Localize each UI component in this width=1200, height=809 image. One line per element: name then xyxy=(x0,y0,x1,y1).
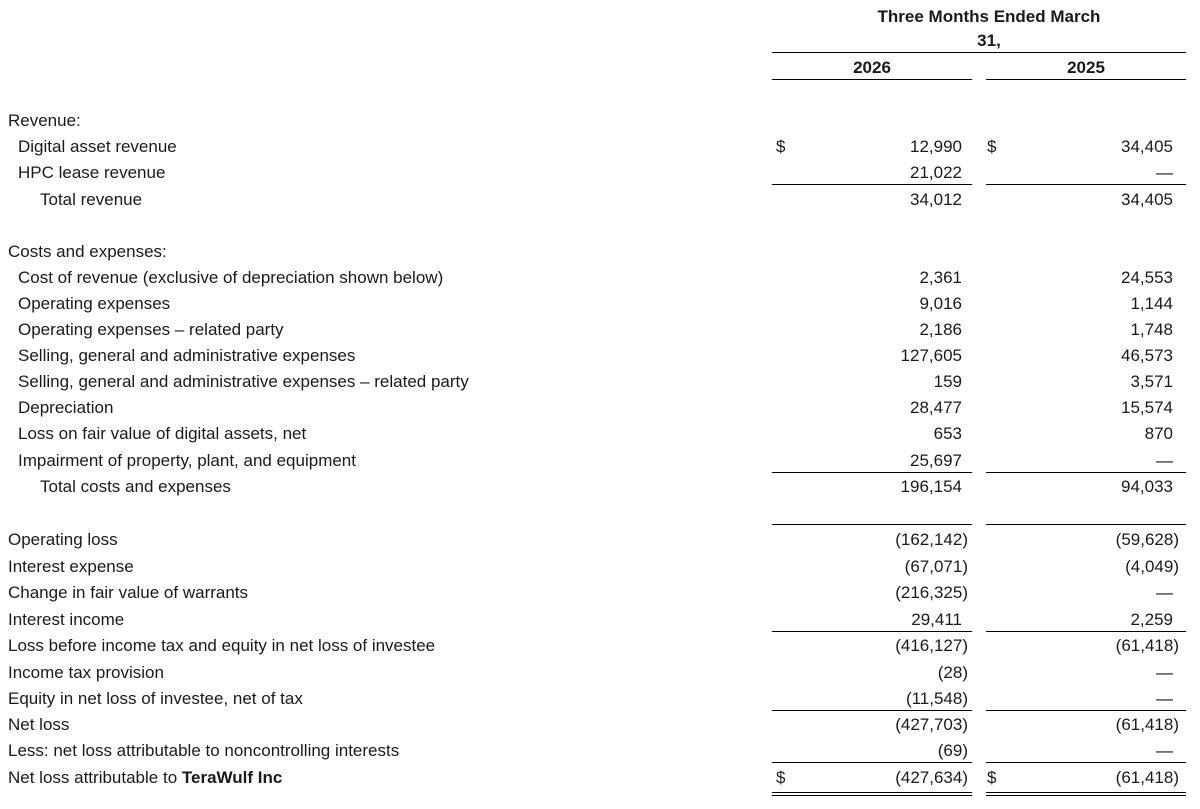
value-prior: 2,259 xyxy=(1130,610,1173,629)
value-current: (28) xyxy=(937,663,968,682)
total-double-rule-current xyxy=(772,792,972,796)
value-prior: — xyxy=(1156,451,1173,470)
row-label: Equity in net loss of investee, net of tax xyxy=(8,689,303,708)
value-current: (416,127) xyxy=(895,636,968,655)
value-current: 21,022 xyxy=(910,163,962,182)
value-prior: 3,571 xyxy=(1130,372,1173,391)
net-loss-attributable-current: (427,634) xyxy=(895,768,968,787)
value-prior: 46,573 xyxy=(1121,346,1173,365)
total-costs-prior: 94,033 xyxy=(1121,477,1173,496)
value-current: (427,703) xyxy=(895,715,968,734)
year-prior-rule xyxy=(986,79,1186,80)
subtotal-rule-current xyxy=(772,762,972,763)
value-current: 12,990 xyxy=(910,137,962,156)
row-label: Impairment of property, plant, and equipment xyxy=(18,451,356,470)
value-prior: — xyxy=(1156,163,1173,182)
row-label: Cost of revenue (exclusive of depreciation shown below) xyxy=(18,268,444,287)
row-label: Interest income xyxy=(8,610,125,629)
header-rule xyxy=(772,52,1186,53)
value-prior: (4,049) xyxy=(1125,557,1179,576)
row-label: Selling, general and administrative expenses xyxy=(18,346,356,365)
value-prior: — xyxy=(1156,741,1173,760)
value-prior: 34,405 xyxy=(1121,137,1173,156)
value-prior: (59,628) xyxy=(1115,530,1179,549)
net-loss-attributable-prefix: Net loss attributable to xyxy=(8,768,182,787)
row-label: Loss before income tax and equity in net loss of investee xyxy=(8,636,436,655)
subtotal-rule-prior xyxy=(986,710,1186,711)
value-prior: 15,574 xyxy=(1121,398,1173,417)
currency-symbol-prior: $ xyxy=(987,137,997,156)
subtotal-rule-prior xyxy=(986,631,1186,632)
row-label: Digital asset revenue xyxy=(18,137,177,156)
row-label: Less: net loss attributable to noncontrolling interests xyxy=(8,741,400,760)
year-prior-header: 2025 xyxy=(1067,58,1105,77)
value-current: 159 xyxy=(933,372,962,391)
currency-symbol-prior: $ xyxy=(987,768,997,787)
subtotal-rule-prior xyxy=(986,472,1186,473)
value-current: (67,071) xyxy=(904,557,968,576)
total-revenue-current: 34,012 xyxy=(910,190,962,209)
value-current: 653 xyxy=(933,424,962,443)
value-prior: 1,748 xyxy=(1130,320,1173,339)
subtotal-rule-prior xyxy=(986,184,1186,185)
row-label: Operating expenses xyxy=(18,294,171,313)
value-current: (216,325) xyxy=(895,583,968,602)
year-current-header: 2026 xyxy=(853,58,891,77)
total-revenue-label: Total revenue xyxy=(40,190,143,209)
currency-symbol-current: $ xyxy=(776,137,786,156)
net-loss-attributable-label xyxy=(8,767,282,789)
subtotal-rule-current xyxy=(772,184,972,185)
value-prior: (61,418) xyxy=(1115,715,1179,734)
row-label: HPC lease revenue xyxy=(18,163,166,182)
period-header-line2: 31, xyxy=(977,31,1001,50)
row-label: Operating expenses – related party xyxy=(18,320,284,339)
period-header-line1: Three Months Ended March xyxy=(877,7,1101,26)
value-prior: 1,144 xyxy=(1130,294,1173,313)
value-current: 29,411 xyxy=(911,610,962,629)
currency-symbol-current: $ xyxy=(776,768,786,787)
operating-rule-current xyxy=(772,524,972,525)
subtotal-rule-current xyxy=(772,631,972,632)
operating-rule-prior xyxy=(986,524,1186,525)
value-current: 127,605 xyxy=(900,346,962,365)
total-costs-current: 196,154 xyxy=(900,477,962,496)
value-current: 9,016 xyxy=(919,294,962,313)
row-label: Income tax provision xyxy=(8,663,164,682)
subtotal-rule-current xyxy=(772,710,972,711)
company-name: TeraWulf Inc xyxy=(181,768,283,787)
value-current: 2,361 xyxy=(919,268,962,287)
total-costs-label: Total costs and expenses xyxy=(40,477,231,496)
row-label: Net loss xyxy=(8,715,70,734)
value-current: 2,186 xyxy=(919,320,962,339)
year-current-rule xyxy=(772,79,972,80)
net-loss-attributable-prior: (61,418) xyxy=(1115,768,1179,787)
value-current: 25,697 xyxy=(910,451,962,470)
value-prior: (61,418) xyxy=(1115,636,1179,655)
value-current: 28,477 xyxy=(910,398,962,417)
row-label: Selling, general and administrative expenses – related party xyxy=(18,372,469,391)
value-current: (162,142) xyxy=(895,530,968,549)
value-prior: 24,553 xyxy=(1121,268,1173,287)
value-prior: — xyxy=(1156,583,1173,602)
value-current: (69) xyxy=(937,741,968,760)
subtotal-rule-current xyxy=(772,472,972,473)
row-label: Depreciation xyxy=(18,398,114,417)
value-prior: — xyxy=(1156,663,1173,682)
value-prior: 870 xyxy=(1144,424,1173,443)
subtotal-rule-prior xyxy=(986,762,1186,763)
revenue-section-label: Revenue: xyxy=(8,111,81,130)
costs-section-label: Costs and expenses: xyxy=(8,242,167,261)
total-revenue-prior: 34,405 xyxy=(1121,190,1173,209)
row-label: Loss on fair value of digital assets, net xyxy=(18,424,307,443)
row-label: Operating loss xyxy=(8,530,118,549)
row-label: Change in fair value of warrants xyxy=(8,583,249,602)
total-double-rule-prior xyxy=(986,792,1186,796)
row-label: Interest expense xyxy=(8,557,134,576)
period-header xyxy=(858,5,1120,53)
value-current: (11,548) xyxy=(905,689,968,708)
value-prior: — xyxy=(1156,689,1173,708)
